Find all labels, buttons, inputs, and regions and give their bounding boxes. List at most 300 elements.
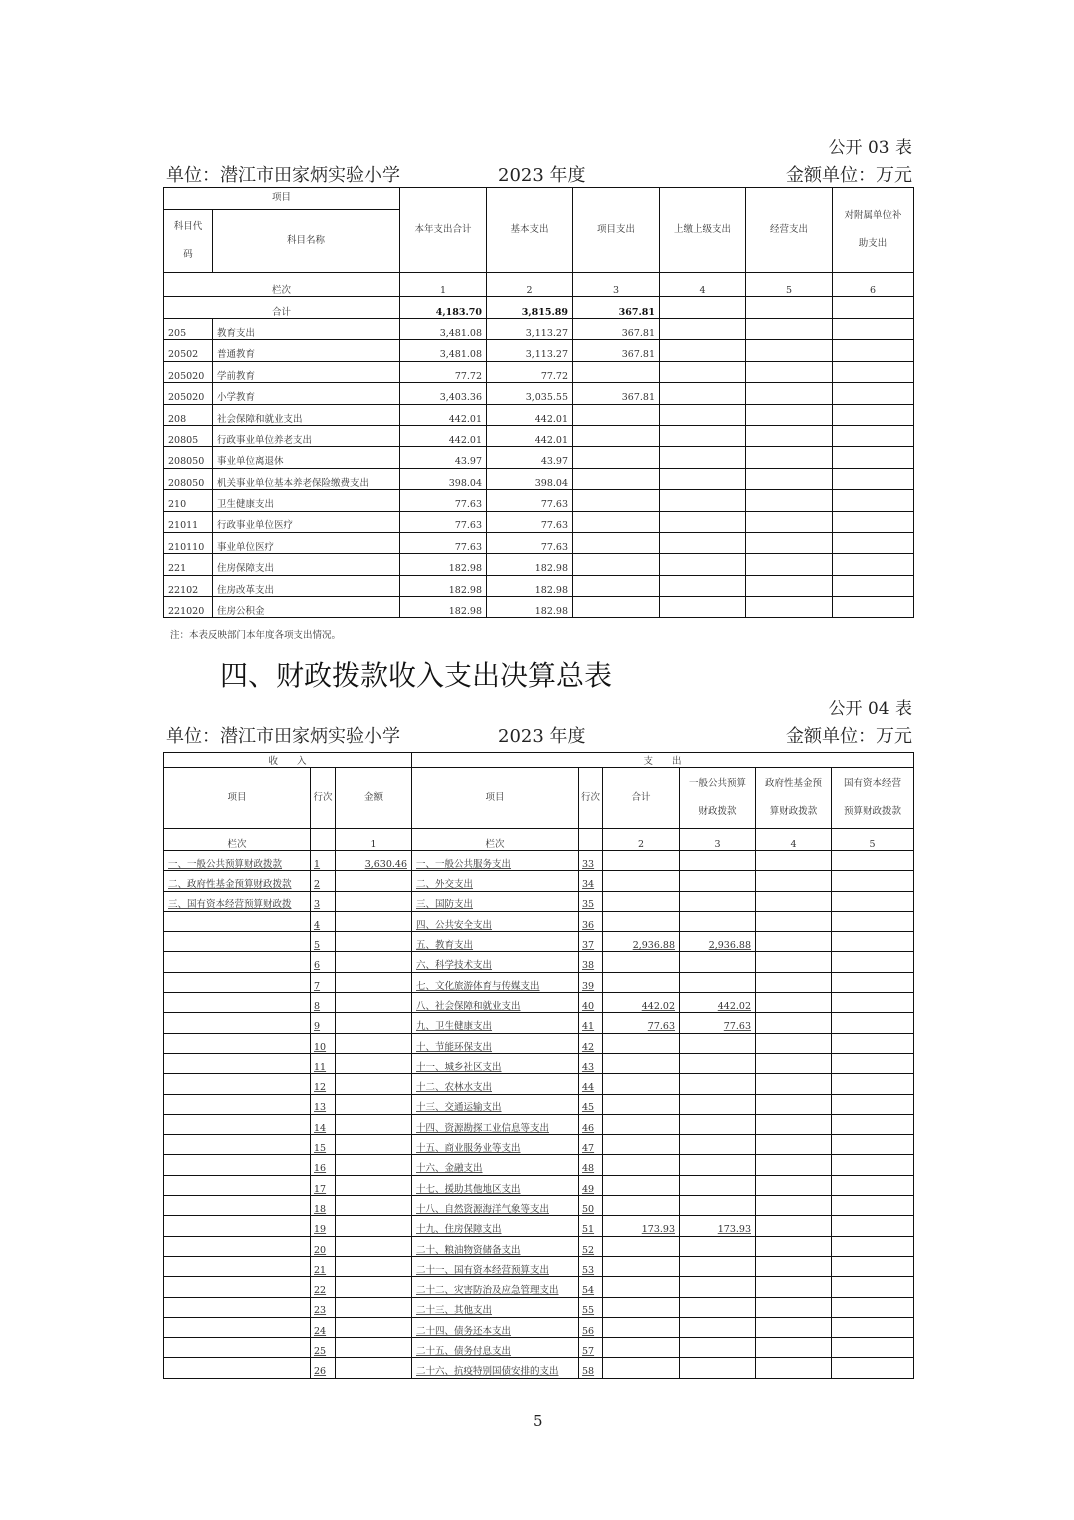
expense-gov-fund — [756, 1297, 832, 1317]
subject-name: 住房保障支出 — [213, 554, 400, 575]
expense-state-capital — [832, 952, 914, 972]
unit-label-03: 单位：潜江市田家炳实验小学 — [166, 165, 400, 186]
expense-gov-fund — [756, 1317, 832, 1337]
expense-line-text: 34 — [582, 879, 595, 891]
expense-general-text: 173.93 — [717, 1224, 751, 1236]
income-amount — [336, 1216, 412, 1236]
amount-cell — [573, 575, 660, 596]
expense-state-capital — [832, 851, 914, 871]
table-row — [164, 1297, 914, 1317]
expense-line-text: 46 — [582, 1122, 595, 1134]
amount-cell — [573, 554, 660, 575]
header-in-item: 项目 — [164, 768, 311, 829]
amount-cell — [573, 511, 660, 532]
amount-cell: 77.63 — [400, 532, 487, 553]
amount-cell — [573, 532, 660, 553]
income-amount — [336, 1053, 412, 1073]
expense-item — [412, 1135, 579, 1155]
table-row — [164, 468, 914, 489]
expense-state-capital — [832, 1216, 914, 1236]
amount-cell: 77.72 — [487, 361, 573, 382]
expense-item-text: 二十六、抗疫特别国债安排的支出 — [416, 1366, 559, 1378]
income-line-text: 19 — [314, 1224, 327, 1236]
income-line-text: 8 — [314, 1000, 321, 1012]
expense-gov-fund — [756, 1277, 832, 1297]
expense-general-budget — [680, 871, 756, 891]
expense-item-text: 十四、资源勘探工业信息等支出 — [416, 1122, 550, 1134]
form-number-03: 公开 03 表 — [828, 138, 912, 158]
total-value — [660, 297, 746, 319]
income-line-text: 9 — [314, 1021, 321, 1033]
expense-general-budget — [680, 1175, 756, 1195]
income-line-text: 22 — [314, 1285, 327, 1297]
col-number: 3 — [680, 829, 756, 851]
income-item — [164, 1297, 311, 1317]
amount-cell: 367.81 — [573, 340, 660, 361]
income-line-text: 15 — [314, 1143, 327, 1155]
expense-item-text: 十八、自然资源海洋气象等支出 — [416, 1203, 550, 1215]
lanci-label: 栏次 — [412, 829, 579, 851]
amount-cell — [833, 490, 914, 511]
table-row — [164, 972, 914, 992]
empty-cell — [579, 829, 603, 851]
year-label-04: 2023 年度 — [498, 726, 586, 747]
subject-name: 小学教育 — [213, 383, 400, 404]
income-amount — [336, 1297, 412, 1317]
total-value — [746, 297, 833, 319]
page-number: 5 — [533, 1412, 543, 1430]
income-amount — [336, 972, 412, 992]
expense-general-budget — [680, 1033, 756, 1053]
lanci-label: 栏次 — [164, 273, 400, 297]
total-value: 367.81 — [573, 297, 660, 319]
amount-cell — [833, 468, 914, 489]
expense-line-text: 44 — [582, 1082, 595, 1094]
total-row — [164, 297, 914, 319]
expense-item-text: 二十五、债务付息支出 — [416, 1345, 512, 1357]
expense-item — [412, 1155, 579, 1175]
header-name: 科目名称 — [213, 210, 400, 273]
expense-item — [412, 952, 579, 972]
expense-gov-fund — [756, 932, 832, 952]
expense-line — [579, 1074, 603, 1094]
header-col-subsidiary: 对附属单位补助支出 — [833, 188, 914, 273]
expense-item — [412, 1053, 579, 1073]
expense-general-text: 77.63 — [723, 1021, 751, 1033]
expense-item — [412, 932, 579, 952]
subject-name: 教育支出 — [213, 319, 400, 340]
expense-total-text: 77.63 — [647, 1021, 675, 1033]
expense-line-text: 47 — [582, 1143, 595, 1155]
expense-gov-fund — [756, 1236, 832, 1256]
expense-line — [579, 1175, 603, 1195]
expense-item-text: 一、一般公共服务支出 — [416, 858, 512, 870]
income-line-text: 18 — [314, 1203, 327, 1215]
amount-cell — [833, 340, 914, 361]
income-amount — [336, 1033, 412, 1053]
currency-label-03: 金额单位：万元 — [786, 165, 912, 186]
col-number: 4 — [756, 829, 832, 851]
income-item — [164, 952, 311, 972]
expense-state-capital — [832, 1155, 914, 1175]
expense-line-text: 54 — [582, 1285, 595, 1297]
income-line — [311, 1216, 336, 1236]
income-amount — [336, 993, 412, 1013]
expense-line — [579, 1053, 603, 1073]
income-line — [311, 1155, 336, 1175]
income-item — [164, 1094, 311, 1114]
income-item — [164, 851, 311, 871]
expense-item-text: 十一、城乡社区支出 — [416, 1061, 502, 1073]
amount-cell — [660, 404, 746, 425]
income-line-text: 12 — [314, 1082, 327, 1094]
income-line-text: 1 — [314, 858, 321, 870]
expense-line-text: 40 — [582, 1000, 595, 1012]
income-line — [311, 932, 336, 952]
amount-cell — [660, 361, 746, 382]
lanci-label: 栏次 — [164, 829, 311, 851]
header-state-capital: 国有资本经营预算财政拨款 — [832, 768, 914, 829]
expense-item-text: 十三、交通运输支出 — [416, 1102, 502, 1114]
subject-code: 205 — [164, 319, 213, 340]
amount-cell — [573, 361, 660, 382]
table-row — [164, 554, 914, 575]
income-item — [164, 1053, 311, 1073]
income-line — [311, 871, 336, 891]
expense-total — [603, 1297, 680, 1317]
expense-gov-fund — [756, 1196, 832, 1216]
amount-cell — [833, 425, 914, 446]
expense-line — [579, 1256, 603, 1276]
subject-code: 208050 — [164, 447, 213, 468]
amount-cell — [660, 532, 746, 553]
expense-total — [603, 1277, 680, 1297]
table-row — [164, 1135, 914, 1155]
income-line — [311, 1358, 336, 1378]
subject-name: 学前教育 — [213, 361, 400, 382]
expense-item-text: 十六、金融支出 — [416, 1163, 483, 1175]
form-number-04: 公开 04 表 — [828, 699, 912, 719]
col-number: 2 — [487, 273, 573, 297]
expense-gov-fund — [756, 1033, 832, 1053]
table-row — [164, 1033, 914, 1053]
income-line-text: 21 — [314, 1264, 327, 1276]
expense-line-text: 42 — [582, 1041, 595, 1053]
amount-cell — [833, 597, 914, 618]
subject-name: 住房改革支出 — [213, 575, 400, 596]
income-line — [311, 911, 336, 931]
amount-cell: 398.04 — [400, 468, 487, 489]
table-row — [164, 1338, 914, 1358]
expense-total — [603, 952, 680, 972]
col-number: 1 — [400, 273, 487, 297]
expense-state-capital — [832, 1175, 914, 1195]
expense-gov-fund — [756, 851, 832, 871]
table-row — [164, 1317, 914, 1337]
income-item — [164, 1033, 311, 1053]
income-item — [164, 871, 311, 891]
expense-total — [603, 1074, 680, 1094]
amount-cell — [746, 575, 833, 596]
amount-cell: 367.81 — [573, 319, 660, 340]
income-amount — [336, 1094, 412, 1114]
income-item — [164, 911, 311, 931]
header-expense: 支 出 — [412, 753, 914, 768]
amount-cell — [746, 511, 833, 532]
subject-code: 221 — [164, 554, 213, 575]
expense-item-text: 二十四、债务还本支出 — [416, 1325, 512, 1337]
amount-cell — [746, 340, 833, 361]
expense-line — [579, 1358, 603, 1378]
expense-gov-fund — [756, 1114, 832, 1134]
header-col-project: 项目支出 — [573, 188, 660, 273]
income-line — [311, 972, 336, 992]
table-row — [164, 993, 914, 1013]
income-line-text: 17 — [314, 1183, 327, 1195]
income-item — [164, 891, 311, 911]
expense-general-budget — [680, 851, 756, 871]
income-line — [311, 1236, 336, 1256]
amount-cell — [746, 468, 833, 489]
expense-item-text: 二、外交支出 — [416, 879, 474, 891]
expense-line — [579, 891, 603, 911]
expense-total — [603, 1256, 680, 1276]
table-row — [164, 511, 914, 532]
income-line — [311, 993, 336, 1013]
amount-cell — [573, 447, 660, 468]
expense-line — [579, 1094, 603, 1114]
expense-state-capital — [832, 993, 914, 1013]
income-line — [311, 1297, 336, 1317]
header-col-business: 经营支出 — [746, 188, 833, 273]
expense-gov-fund — [756, 1155, 832, 1175]
subject-name: 行政事业单位养老支出 — [213, 425, 400, 446]
expense-item — [412, 1256, 579, 1276]
income-item — [164, 1358, 311, 1378]
income-item — [164, 1196, 311, 1216]
amount-cell — [660, 319, 746, 340]
income-amount — [336, 1114, 412, 1134]
income-line — [311, 1317, 336, 1337]
income-line-text: 5 — [314, 940, 321, 952]
income-line — [311, 1074, 336, 1094]
expense-line — [579, 1338, 603, 1358]
expense-item-text: 五、教育支出 — [416, 940, 474, 952]
expense-state-capital — [832, 1033, 914, 1053]
income-line — [311, 1114, 336, 1134]
subject-code: 22102 — [164, 575, 213, 596]
expense-item — [412, 1013, 579, 1033]
expense-state-capital — [832, 1094, 914, 1114]
amount-cell — [746, 361, 833, 382]
amount-cell — [660, 468, 746, 489]
income-line-text: 13 — [314, 1102, 327, 1114]
expense-general-budget — [680, 1053, 756, 1073]
income-line — [311, 1196, 336, 1216]
expense-line — [579, 1033, 603, 1053]
expense-state-capital — [832, 1277, 914, 1297]
income-line-text: 14 — [314, 1122, 327, 1134]
expense-total — [603, 871, 680, 891]
table-row — [164, 851, 914, 871]
table-row — [164, 383, 914, 404]
empty-cell — [311, 829, 336, 851]
table-row — [164, 1155, 914, 1175]
col-number: 2 — [603, 829, 680, 851]
amount-cell: 3,403.36 — [400, 383, 487, 404]
amount-cell: 182.98 — [400, 554, 487, 575]
expense-line — [579, 1277, 603, 1297]
expense-total — [603, 1155, 680, 1175]
subject-code: 20805 — [164, 425, 213, 446]
income-line — [311, 1094, 336, 1114]
table-row — [164, 1175, 914, 1195]
subject-name: 普通教育 — [213, 340, 400, 361]
expense-total — [603, 851, 680, 871]
expense-line-text: 48 — [582, 1163, 595, 1175]
expense-item — [412, 1317, 579, 1337]
table-row — [164, 871, 914, 891]
expense-item — [412, 1114, 579, 1134]
expense-line-text: 43 — [582, 1061, 595, 1073]
expense-line — [579, 972, 603, 992]
income-item — [164, 1155, 311, 1175]
amount-cell — [833, 404, 914, 425]
table-row — [164, 1277, 914, 1297]
subject-name: 住房公积金 — [213, 597, 400, 618]
expense-line-text: 36 — [582, 919, 595, 931]
income-line — [311, 1175, 336, 1195]
amount-cell: 77.72 — [400, 361, 487, 382]
subject-name: 事业单位医疗 — [213, 532, 400, 553]
income-item-text: 一、一般公共预算财政拨款 — [168, 858, 283, 870]
expense-total-text: 442.02 — [641, 1000, 675, 1012]
amount-cell — [746, 383, 833, 404]
table-row — [164, 361, 914, 382]
fiscal-summary-table-04 — [163, 752, 914, 1379]
subject-code: 208 — [164, 404, 213, 425]
income-item — [164, 1216, 311, 1236]
header-item: 项目 — [164, 188, 400, 210]
expense-item-text: 三、国防支出 — [416, 899, 474, 911]
table-row — [164, 932, 914, 952]
expense-total — [603, 891, 680, 911]
table-row — [164, 911, 914, 931]
amount-cell: 43.97 — [487, 447, 573, 468]
expense-total — [603, 972, 680, 992]
subject-name: 事业单位离退休 — [213, 447, 400, 468]
expense-gov-fund — [756, 891, 832, 911]
subject-code: 221020 — [164, 597, 213, 618]
expense-general-budget — [680, 1256, 756, 1276]
income-amount — [336, 1135, 412, 1155]
expense-state-capital — [832, 1256, 914, 1276]
income-line — [311, 1053, 336, 1073]
income-line-text: 6 — [314, 960, 321, 972]
income-amount — [336, 1196, 412, 1216]
expense-general-text: 2,936.88 — [708, 940, 751, 952]
expense-item — [412, 871, 579, 891]
expense-state-capital — [832, 911, 914, 931]
income-item — [164, 1236, 311, 1256]
income-line — [311, 891, 336, 911]
expense-gov-fund — [756, 952, 832, 972]
income-amount — [336, 891, 412, 911]
expense-general-budget — [680, 1196, 756, 1216]
subject-code: 205020 — [164, 361, 213, 382]
expense-item — [412, 851, 579, 871]
expense-item — [412, 1297, 579, 1317]
expense-line-text: 35 — [582, 899, 595, 911]
amount-cell: 77.63 — [487, 511, 573, 532]
amount-cell: 367.81 — [573, 383, 660, 404]
col-number: 5 — [746, 273, 833, 297]
expense-item-text: 九、卫生健康支出 — [416, 1021, 493, 1033]
expense-state-capital — [832, 871, 914, 891]
expense-total — [603, 1358, 680, 1378]
income-item — [164, 1135, 311, 1155]
table-row — [164, 1114, 914, 1134]
table-row — [164, 340, 914, 361]
expense-item — [412, 891, 579, 911]
expense-total — [603, 1175, 680, 1195]
expense-general-budget — [680, 1317, 756, 1337]
expense-line-text: 57 — [582, 1345, 595, 1357]
expense-item-text: 二十一、国有资本经营预算支出 — [416, 1264, 550, 1276]
expense-item — [412, 972, 579, 992]
expense-total-text: 2,936.88 — [632, 940, 675, 952]
income-amount — [336, 1074, 412, 1094]
col-number: 1 — [336, 829, 412, 851]
expense-total — [603, 932, 680, 952]
income-item — [164, 932, 311, 952]
table-row — [164, 1074, 914, 1094]
income-line-text: 4 — [314, 919, 321, 931]
expense-line-text: 56 — [582, 1325, 595, 1337]
amount-cell — [746, 490, 833, 511]
header-col-upper: 上缴上级支出 — [660, 188, 746, 273]
table-note: 注：本表反映部门本年度各项支出情况。 — [170, 630, 342, 641]
table-row — [164, 597, 914, 618]
income-amount — [336, 1277, 412, 1297]
income-item — [164, 972, 311, 992]
expense-line — [579, 952, 603, 972]
expense-gov-fund — [756, 1135, 832, 1155]
table-row — [164, 1236, 914, 1256]
amount-cell: 3,113.27 — [487, 319, 573, 340]
subject-name: 卫生健康支出 — [213, 490, 400, 511]
unit-label-04: 单位：潜江市田家炳实验小学 — [166, 726, 400, 747]
income-line — [311, 1338, 336, 1358]
expense-general-budget — [680, 972, 756, 992]
income-amount — [336, 1175, 412, 1195]
expense-general-budget — [680, 932, 756, 952]
expense-line — [579, 851, 603, 871]
expense-total — [603, 1013, 680, 1033]
expense-state-capital — [832, 1236, 914, 1256]
expense-item — [412, 1094, 579, 1114]
income-item — [164, 1256, 311, 1276]
amount-cell: 182.98 — [400, 575, 487, 596]
expense-line — [579, 1013, 603, 1033]
expense-total — [603, 1033, 680, 1053]
expense-line — [579, 1196, 603, 1216]
expense-total — [603, 1114, 680, 1134]
expenditure-table-03 — [163, 187, 914, 618]
expense-total — [603, 1317, 680, 1337]
expense-general-budget — [680, 1114, 756, 1134]
expense-state-capital — [832, 891, 914, 911]
